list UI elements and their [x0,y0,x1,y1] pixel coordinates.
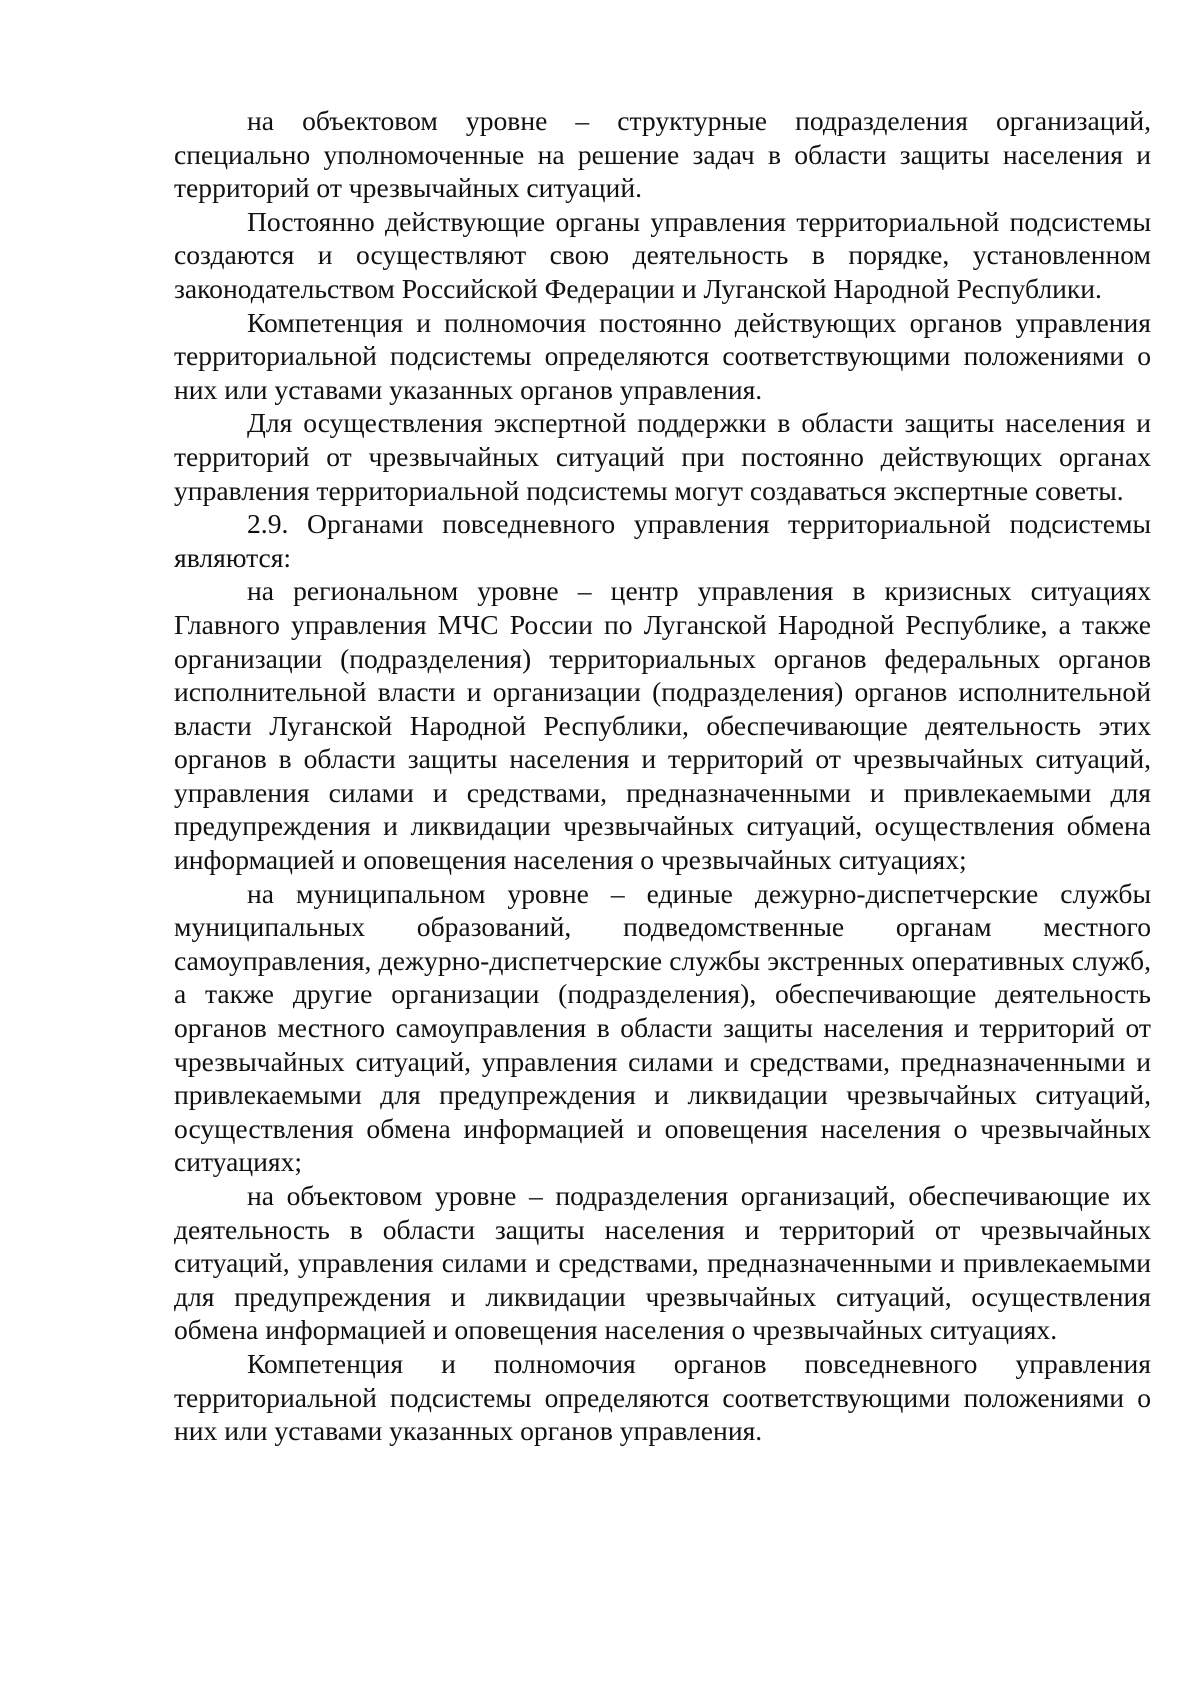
paragraph-regional-level: на региональном уровне – центр управления в кризисных ситуациях Главного управления МЧС России по Луганской Народной Республике, а также организации (подразделения) территориальных органов федеральных органов исполнительной власти и организации (подразделения) органов исполнительной власти Луганской Народной Республики, обеспечивающие деятельность этих органов в области защиты населения и территорий от чрезвычайных ситуаций, управления силами и средствами, предназначенными и привлекаемыми для предупреждения и ликвидации чрезвычайных ситуаций, осуществления обмена информацией и оповещения населения о чрезвычайных ситуациях; [174,575,1151,876]
paragraph-permanent-bodies-competence: Компетенция и полномочия постоянно действующих органов управления территориальной подсистемы определяются соответствующими положениями о них или уставами указанных органов управления. [174,306,1151,405]
paragraph-daily-bodies-competence: Компетенция и полномочия органов повседневного управления территориальной подсистемы определяются соответствующими положениями о них или уставами указанных органов управления. [174,1347,1151,1447]
document-page [174,104,1151,1448]
paragraph-expert-councils: Для осуществления экспертной поддержки в области защиты населения и территорий от чрезвычайных ситуаций при постоянно действующих органах управления территориальной подсистемы могут создаваться экспертные советы. [174,407,1151,506]
paragraph-permanent-bodies: Постоянно действующие органы управления территориальной подсистемы создаются и осуществляют свою деятельность в порядке, установленном законодательством Российской Федерации и Луганской Народной Республики. [174,205,1151,304]
paragraph-object-level-units: на объектовом уровне – подразделения организаций, обеспечивающие их деятельность в области защиты населения и территорий от чрезвычайных ситуаций, управления силами и средствами, предназначенными и привлекаемыми для предупреждения и ликвидации чрезвычайных ситуаций, осуществления обмена информацией и оповещения населения о чрезвычайных ситуациях. [174,1180,1151,1346]
paragraph-object-level-structural-units: на объектовом уровне – структурные подразделения организаций, специально уполномоченные на решение задач в области защиты населения и территорий от чрезвычайных ситуаций. [174,105,1151,204]
paragraph-2-9-daily-management-bodies: 2.9. Органами повседневного управления территориальной подсистемы являются: [174,508,1151,573]
paragraph-municipal-level: на муниципальном уровне – единые дежурно-диспетчерские службы муниципальных образований, подведомственные органам местного самоуправления, дежурно-диспетчерские службы экстренных оперативных служб, а также другие организации (подразделения), обеспечивающие деятельность органов местного самоуправления в области защиты населения и территорий от чрезвычайных ситуаций, управления силами и средствами, предназначенными и привлекаемыми для предупреждения и ликвидации чрезвычайных ситуаций, осуществления обмена информацией и оповещения населения о чрезвычайных ситуациях; [174,877,1151,1178]
